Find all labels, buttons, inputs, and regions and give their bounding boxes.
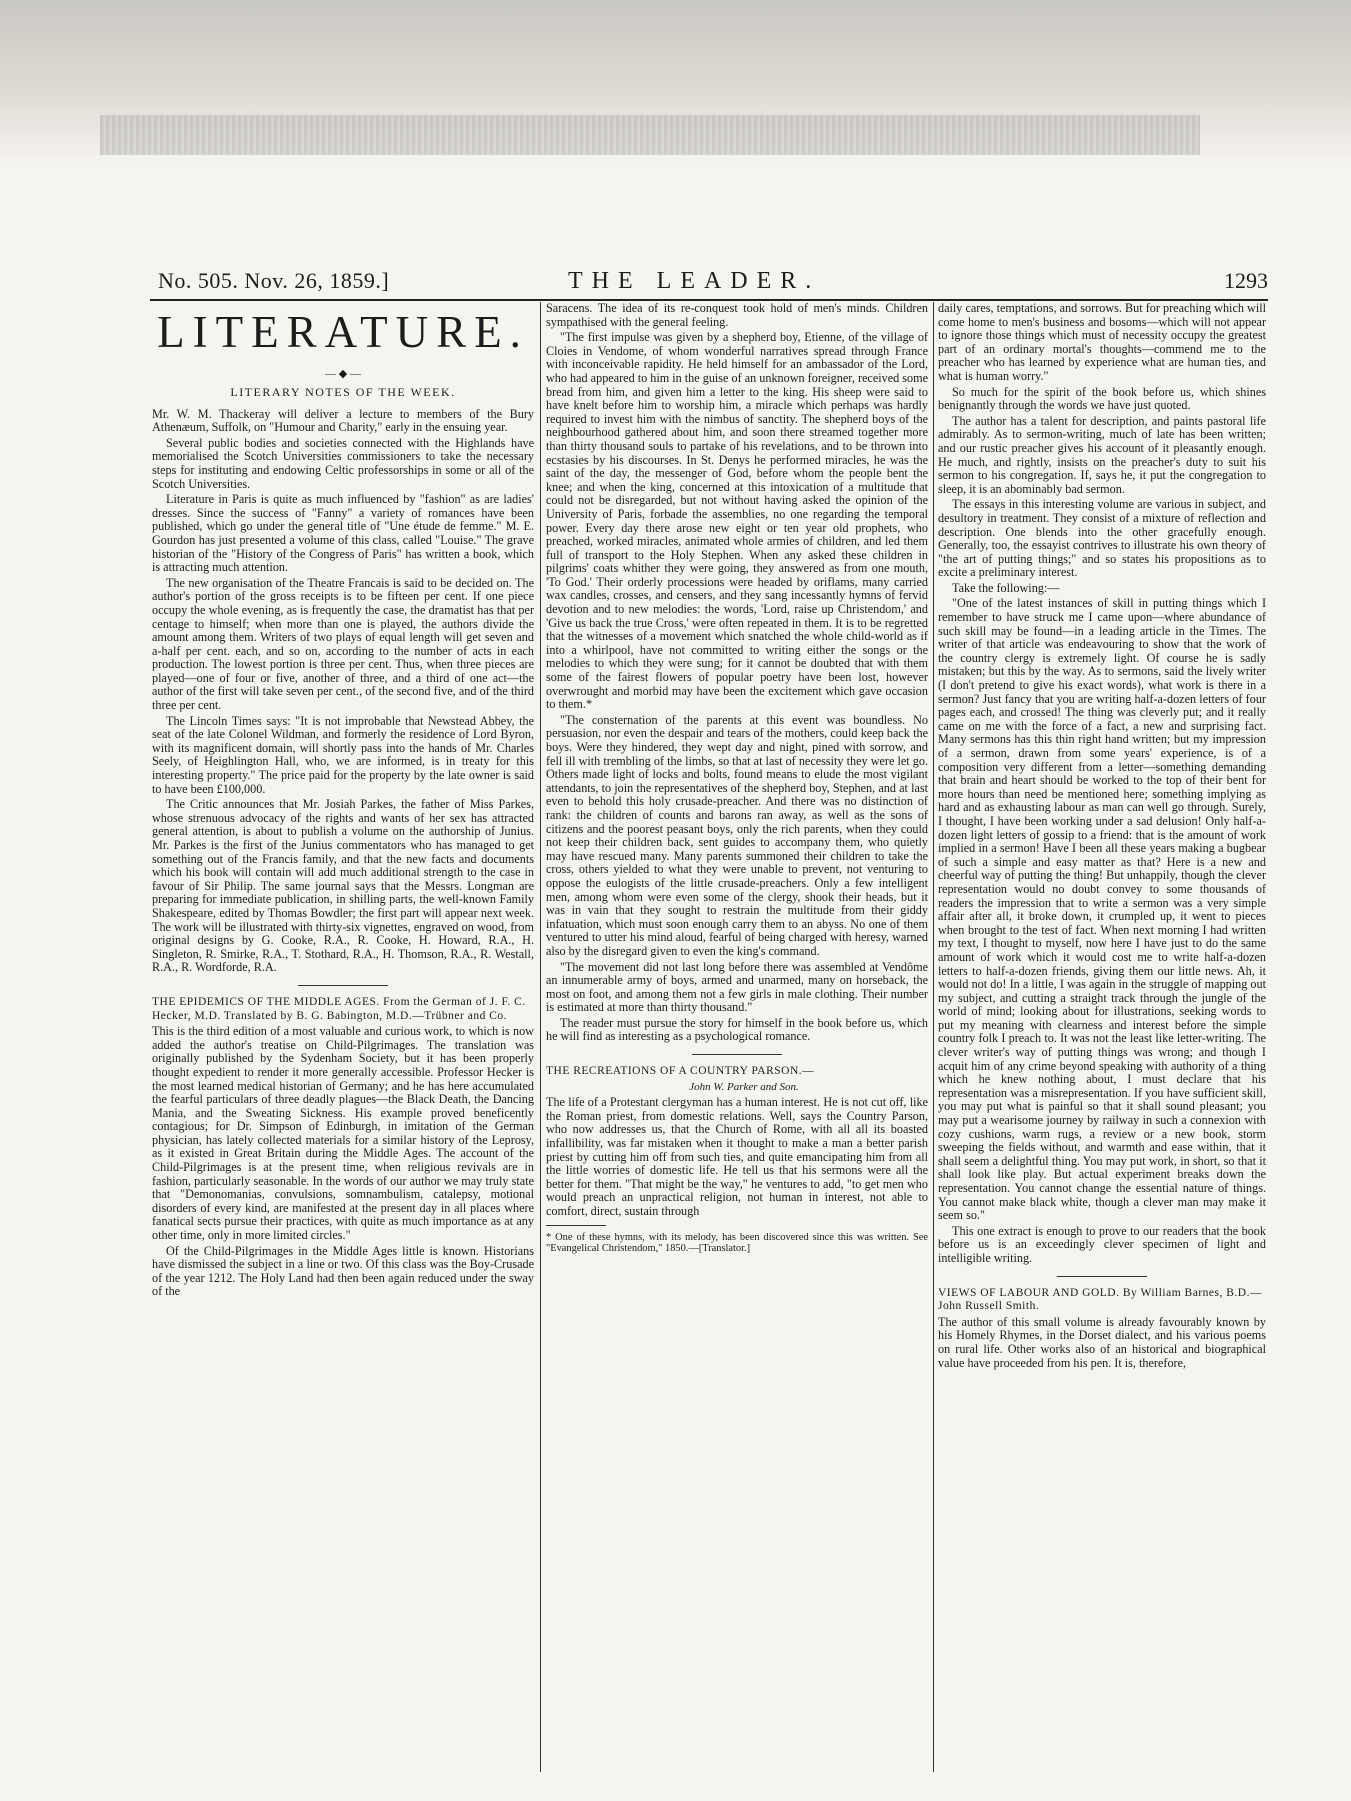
separator	[1057, 1276, 1147, 1277]
review-heading: THE RECREATIONS OF A COUNTRY PARSON.—	[546, 1065, 815, 1078]
scan-artifact	[100, 115, 1200, 155]
paragraph: The essays in this interesting volume are various in subject, and desultory in treatment. They consist of a mixture of reflection and description. One blends into the other gracefully enough. Generally, too, the essayist contrives to illustrate his own theory of "the art of putting things;" and so states his propositions as to excite a preliminary interest.	[938, 497, 1266, 580]
review-heading: THE EPIDEMICS OF THE MIDDLE AGES. From the German of J. F. C. Hecker, M.D. Translated by B. G. Babington, M.D.—Trübner and Co.	[152, 995, 526, 1022]
paragraph: Several public bodies and societies connected with the Highlands have memorialised the Scotch Universities commissioners to take the necessary steps for instituting and endowing Celtic professorships in some or all of the Scotch Universities.	[152, 435, 534, 491]
review-publisher: John W. Parker and Son.	[689, 1080, 799, 1093]
paragraph: The life of a Protestant clergyman has a human interest. He is not cut off, like the Roman priest, from domestic relations. Well, says the Country Parson, who now addresses us, that the Church of Rome, with all all its boasted infallibility, was far mistaken when it thought to make a man a better parish priest by cutting him off from such ties, and quite emancipating him from all the little worries of domestic life. He tell us that his sermons were all the better for them. "That might be the way," he ventures to add, "to get men who would preach an unpractical religion, not human in interest, not able to comfort, direct, sustain through	[546, 1095, 928, 1218]
issue-number-date: No. 505. Nov. 26, 1859.]	[158, 268, 390, 293]
column-1	[152, 302, 534, 1772]
paragraph: Mr. W. M. Thackeray will deliver a lecture to members of the Bury Athenæum, Suffolk, on "Humour and Charity," early in the ensuing year.	[152, 406, 534, 435]
header-rule	[150, 299, 1268, 301]
paragraph: "The consternation of the parents at this event was boundless. No persuasion, nor even the despair and tears of the mothers, could keep back the boys. Were they hindered, they wept day and night, pined with sorrow, and fell ill with trembling of the limbs, so that at last of necessity they were let go. Others made light of locks and bolts, found means to elude the most vigilant attendants, to join the representatives of the shepherd boy, Stephen, and at last even to behold this holy crusade-preacher. And there was no distinction of rank: the children of counts and barons ran away, as well as the sons of citizens and the poorest peasant boys, only the rich parents, when they could not keep their children back, sent guides to accompany them, who quietly may have rescued many. Many parents summoned their children to take the cross, others yielded to what they were unable to prevent, not venturing to oppose the eulogists of the little crusade-preachers. Only a few intelligent men, among whom were even some of the clergy, shook their heads, but it was in vain that they sought to restrain the multitude from their giddy infatuation, which must soon enough carry them to an abyss. No one of them ventured to utter his mind aloud, fearful of being charged with heresy, warned also by the disregard given to even the king's command.	[546, 712, 928, 958]
footnote-rule	[546, 1225, 606, 1226]
paragraph: The author has a talent for description, and paints pastoral life admirably. As to sermon-writing, much of late has been written; and our rustic preacher gives his account of it pleasantly enough. He much, and rightly, insists on the preacher's duty to suit his sermon to his congregation. If, says he, it put the congregation to sleep, it is an abominably bad sermon.	[938, 413, 1266, 496]
column-3	[938, 302, 1266, 1772]
review-heading: VIEWS OF LABOUR AND GOLD. By William Barnes, B.D.—John Russell Smith.	[938, 1286, 1262, 1313]
paragraph: Of the Child-Pilgrimages in the Middle Ages little is known. Historians have dismissed the subject in a line or two. Of this class was the Boy-Crusade of the year 1212. The Holy Land had then been again reduced under the sway of the	[152, 1243, 534, 1299]
section-subhead: LITERARY NOTES OF THE WEEK.	[230, 385, 456, 399]
quoted-extract: "One of the latest instances of skill in putting things which I remember to have struck me I came upon—where abundance of such skill may be found—in a leading article in the Times. The writer of that article was endeavouring to show that the work of the country clergy is extremely light. Of course he is sadly mistaken; but this by the way. As to sermons, said the lively writer (I don't pretend to give his exact words), what work is there in a sermon? Just fancy that you are writing half-a-dozen letters of four pages each, and crossed! The thing was cleverly put; and it really came on me with the force of a fact, a new and surprising fact. Many sermons has this thin right hand written; but my impression of a sermon, drawn from some years' experience, is of a composition very different from a letter—something demanding that brain and heart should be worked to the top of their bent for more hours than need be mentioned here; something implying as hard and as exhausting labour as man can well go through. Surely, I thought, I have been working under a sad delusion! Only half-a-dozen light letters of gossip to a friend: that is the amount of work implied in a sermon! Have I been all these years making a bugbear of such a simple and easy matter as that? Here is a new and cheerful way of putting the thing! But unhappily, though the clever representation would no doubt convey to some thousands of readers the impression that to write a sermon was a very simple affair after all, it broke down, it crumpled up, it went to pieces when brought to the test of fact. When next morning I had written my text, I thought to myself, now here I have just to do the same amount of work which it would cost me to write half-a-dozen letters to half-a-dozen friends, giving them our little news. Ah, it would not do! In a little, I was again in the struggle of mapping out my subject, and cutting a straight track through the jungle of the world of mind; looking about for illustrations, seeking words to put my meaning with clearness and interest before the simple country folk I preach to. It was not the least like letter-writing. The clever writer's way of putting things was wrong; and though I acquit him of any crime beyond speaking with authority of a thing which he knew nothing about, I must declare that his representation was a misrepresentation. If you have sufficient skill, you may put what is painful so that it shall sound pleasant; you may put a wearisome journey by railway in such a connexion with cozy cushions, warm rugs, a review or a new book, storm sweeping the fields without, and warmth and ease within, that it shall seem a delightful thing. You may put work, in short, so that it shall look like play. But actual experiment breaks down the representation. You cannot change the essential nature of things. You cannot make black white, though a clever man may make it seem so."	[938, 596, 1266, 1223]
column-rule	[933, 302, 934, 1772]
paragraph: The author of this small volume is already favourably known by his Homely Rhymes, in the Dorset dialect, and his various poems on rural life. Other works also of an historical and biographical value have proceeded from his pen. It is, therefore,	[938, 1314, 1266, 1370]
paragraph: The new organisation of the Theatre Francais is said to be decided on. The author's portion of the gross receipts is to be fifteen per cent. If one piece occupy the whole evening, as is frequently the case, the dramatist has that per centage to himself; when more than one is played, the authors divide the amount among them. Writers of two plays of equal length will get seven and a-half per cent. each, and so on, according to the number of acts in each production. The lowest portion is three per cent. Thus, when three pieces are played—one of four or five, another of three, and a third of one act—the author of the first will take seven per cent., of the second five, and of the third three per cent.	[152, 575, 534, 713]
paragraph: "The movement did not last long before there was assembled at Vendôme an innumerable army of boys, armed and unarmed, many on horseback, the most on foot, and among them not a few girls in male clothing. Their number is estimated at more than thirty thousand."	[546, 959, 928, 1015]
paragraph: The Lincoln Times says: "It is not improbable that Newstead Abbey, the seat of the late Colonel Wildman, and formerly the residence of Lord Byron, with its magnificent domain, will shortly pass into the hands of Mr. Charles Seely, of Heighlington Hall, who, we are informed, is in treaty for this interesting property." The price paid for the property by the late owner is said to have been £100,000.	[152, 713, 534, 796]
separator	[692, 1054, 782, 1055]
section-title: LITERATURE.	[157, 307, 529, 357]
separator	[298, 985, 388, 986]
masthead	[158, 268, 1268, 298]
paragraph: The reader must pursue the story for himself in the book before us, which he will find as interesting as a psychological romance.	[546, 1015, 928, 1044]
paragraph: Literature in Paris is quite as much influenced by "fashion" as are ladies' dresses. Since the success of "Fanny" a variety of romances have been published, which go under the general title of "Une étude de femme." M. E. Gourdon has just presented a volume of this class, called "Louise." The grave historian of the "History of the Congress of Paris" has written a book, which is attracting much attention.	[152, 492, 534, 575]
paragraph: The Critic announces that Mr. Josiah Parkes, the father of Miss Parkes, whose strenuous advocacy of the rights and wants of her sex has attracted general attention, is about to publish a volume on the authorship of Junius. Mr. Parkes is the first of the Junius commentators who has managed to get something out of the Francis family, and that the new facts and documents which his book will contain will add much additional strength to the case in favour of Sir Philip. The same journal says that the Messrs. Longman are preparing for immediate publication, in shilling parts, the well-known Family Shakespeare, edited by Thomas Bowdler; the first part will appear next week. The work will be illustrated with thirty-six vignettes, engraved on wood, from original designs by G. Cooke, R.A., R. Cooke, H. Howard, R.A., H. Singleton, R. Smirke, R.A., T. Stothard, R.A., H. Thomson, R.A., R. Westall, R.A., R. Wordforde, R.A.	[152, 797, 534, 975]
paragraph: This is the third edition of a most valuable and curious work, to which is now added the author's treatise on Child-Pilgrimages. The translation was originally published by the Sydenham Society, but it has been properly thought expedient to render it more generally accessible. Professor Hecker is the most learned medical historian of Germany; and he has here accumulated the fearful particulars of three deadly plagues—the Black Death, the Dancing Mania, and the Sweating Sickness. His example proved beneficently contagious; for Dr. Simpson of Edinburgh, in imitation of the German physician, has lately collected materials for a similar history of the Leprosy, as it existed in Great Britain during the Middle Ages. The account of the Child-Pilgrimages is at the present time, when religious revivals are in fashion, particularly seasonable. In the words of our author we may truly state that "Demonomanias, convulsions, somnambulism, catalepsy, motional disorders of every kind, are manifested at the present day in all places where fanatical sects pursue their practices, with quite as much importance as at any other time, only in more limited circles."	[152, 1024, 534, 1243]
paragraph: "The first impulse was given by a shepherd boy, Etienne, of the village of Cloies in Vendome, of whom wonderful narratives spread through France with inconceivable rapidity. He held himself for an ambassador of the Lord, who had appeared to him in the guise of an unknown foreigner, received some bread from him, and given him a letter to the king. His sheep were said to have knelt before him to worship him, a miracle which perhaps was hardly required to invest him with the nimbus of sanctity. The shepherd boys of the neighbourhood gathered about him, and soon there streamed together more than thirty thousand souls to partake of his revelations, and to be thrown into ecstasies by his discourses. In St. Denys he performed miracles, he was the saint of the day, the messenger of God, before whom the people bent the knee; and when the king, concerned at this intoxication of a multitude that could not be disregarded, but not without having asked the opinion of the University of Paris, forbade the assemblies, no one regarding the temporal power. Every day there arose new eight or ten year old prophets, who preached, worked miracles, animated whole armies of children, and led them full of transport to the Holy Stephen. When any asked these children in pilgrims' coats whither they were going, they answered as from one mouth, 'To God.' Their orderly processions were headed by oriflams, many carried wax candles, crosses, and censers, and they sang incessantly hymns of fervid devotion and to new melodies: the words, 'Lord, raise up Christendom,' and 'Give us back the true Cross,' were often repeated in them. It is to be regretted that the witnesses of a movement which snatched the whole child-world as if into a whirlpool, have not committed to writing either the songs or the melodies to which they were sung; for it cannot be doubted that with them some of the fairest flowers of popular poetry have been lost, however overwrought and morbid may have been the excitement which gave occasion to them.*	[546, 330, 928, 712]
column-rule	[540, 302, 541, 1772]
paragraph: So much for the spirit of the book before us, which shines benignantly through the words we have just quoted.	[938, 384, 1266, 413]
paragraph: This one extract is enough to prove to our readers that the book before us is an exceedingly clever specimen of light and intelligible writing.	[938, 1223, 1266, 1265]
paragraph: Saracens. The idea of its re-conquest took hold of men's minds. Children sympathised with the general feeling.	[546, 302, 928, 329]
footnote: * One of these hymns, with its melody, has been discovered since this was written. See "Evangelical Christendom," 1850.—[Translator.]	[546, 1231, 928, 1255]
paragraph: Take the following:—	[952, 580, 1060, 595]
column-2	[546, 302, 928, 1772]
title-ornament: — ◆ —	[325, 368, 361, 380]
page-number: 1293	[1224, 268, 1268, 293]
paragraph: daily cares, temptations, and sorrows. But for preaching which will come home to men's business and bosoms—which will not appear to ignore those things which must of necessity occupy the greatest part of an ordinary mortal's thoughts—commend me to the preacher who has learned by experience what are human ties, and what is human worry."	[938, 302, 1266, 383]
newspaper-title: THE LEADER.	[568, 268, 821, 294]
